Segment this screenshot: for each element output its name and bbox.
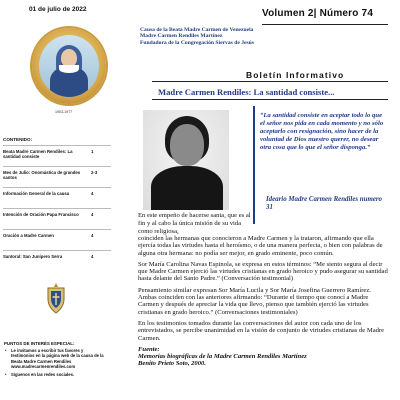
article-intro: En este empeño de hacerse santa, que es al fin y al cabo la única misión de su vida como religiosa, [138,212,251,235]
source-label: Fuente: [138,345,160,353]
life-years: 1903-1977 [55,110,73,114]
quote-bar [253,106,255,224]
quote-citation: Ideario Madre Carmen Rendiles numero 31 [266,196,383,212]
toc-title: Santoral: San Junípero Serra [3,254,63,259]
table-of-contents [3,145,111,271]
toc-title: Intención de Oración Papa Francisco [3,212,79,217]
toc-item[interactable] [3,250,111,271]
toc-page: 4 [91,212,94,217]
toc-title: Mes de Julio: Onomástica de grandes santos [3,170,81,181]
toc-item[interactable] [3,208,111,229]
contents-heading: CONTENIDO: [3,137,33,142]
toc-title: Oración a Madre Carmen [3,233,54,238]
title-divider-bottom [152,99,388,100]
cause-line: Madre Carmen Rendiles Martínez [140,33,223,40]
article-paragraph: Pensamiento similar expresan Sor María Lucila y Sor María Josefina Guerrero Ramírez. Ambas coinciden con las anteriores afirmando: “Durante el tiempo que conocí a Madre Carmen y después de apreciar la vida que llevo, pienso que también ejerció las virtudes cristianas en grado heroico.” (Conversaciones testimoniales) [138,286,371,316]
header-divider [262,24,388,25]
toc-item[interactable] [3,229,111,250]
collar-shape [59,65,79,73]
toc-page: 4 [91,233,94,238]
issue-date: 01 de julio de 2022 [29,6,87,13]
toc-item[interactable] [3,145,111,166]
cause-header [140,27,300,46]
article-body [138,235,388,368]
coat-of-arms-icon [44,282,68,314]
toc-page: 2-3 [91,170,98,175]
source-line: Benito Prieto Soto, 2000. [138,360,206,368]
toc-page: 4 [91,254,94,259]
medallion-portrait [32,28,106,104]
toc-item[interactable] [3,166,111,187]
portrait-photo [143,110,229,210]
pull-quote: “La santidad consiste en aceptar todo lo que el señor nos pida en cada momento y no sólo aceptarlo con resignación, sino hacer de la voluntad de Dios nuestro querer, no desear otra cosa que lo que el señor disponga.” [260,112,384,152]
medallion-background [39,35,99,97]
interest-point: • Síguenos en las redes sociales. [4,372,108,377]
source-line: Memorias biográficas de la Madre Carmen Rendiles Martínez [138,353,307,361]
article-paragraph: En los testimonios tomados durante las conversaciones del autor con cada uno de los entrevistados, se percibe unanimidad en la visión de conjunto de virtudes cristianas de Madre Carmen. [138,319,385,342]
toc-title: Información General de la causa [3,191,70,196]
toc-page: 4 [91,191,94,196]
title-divider-top [152,81,388,82]
interest-points [4,348,108,380]
cause-line: Causa de la Beata Madre Carmen de Venezuela [140,27,254,33]
interest-point: • Le invitamos a escribir tus favores y testimonios en la página web de la causa de la Beata Madre Carmen Rendiles www.madrecarmenrendiles.com [4,348,108,369]
bulletin-title: Boletín Informativo [246,70,345,80]
article-paragraph: Sor María Carolina Navas Espinola, se expresa en estos términos: “Me siento segura al decir que Madre Carmen ejerció las virtudes cristianas en grado heroico y pudo asegurar su santidad hasta delante del Santo Padre.” (Conversación testimonial) [138,260,388,283]
volume-number: Volumen 2| Número 74 [262,8,374,19]
toc-item[interactable] [3,187,111,208]
article-source [138,346,388,368]
points-heading: PUNTOS DE INTERÉS ESPECIAL: [4,341,75,346]
cause-line: Fundadora de la Congregación Siervas de Jesús [140,39,254,46]
toc-title: Beata Madre Carmen Rendiles: La santidad consiste [3,149,73,160]
article-paragraph: coinciden las hermanas que conocieron a Madre Carmen y la trataron, afirmando que ella ejercía todas las virtudes hasta el heroísmo, o de una manera perfecta, o bien con palabras de alguna otra hermana: no podía ser mejor, en grado eminente, poco común. [138,235,383,257]
dress-shape [151,166,223,210]
toc-page: 1 [91,149,94,154]
article-title: Madre Carmen Rendiles: La santidad consiste... [158,87,335,97]
face-shape [170,124,204,166]
